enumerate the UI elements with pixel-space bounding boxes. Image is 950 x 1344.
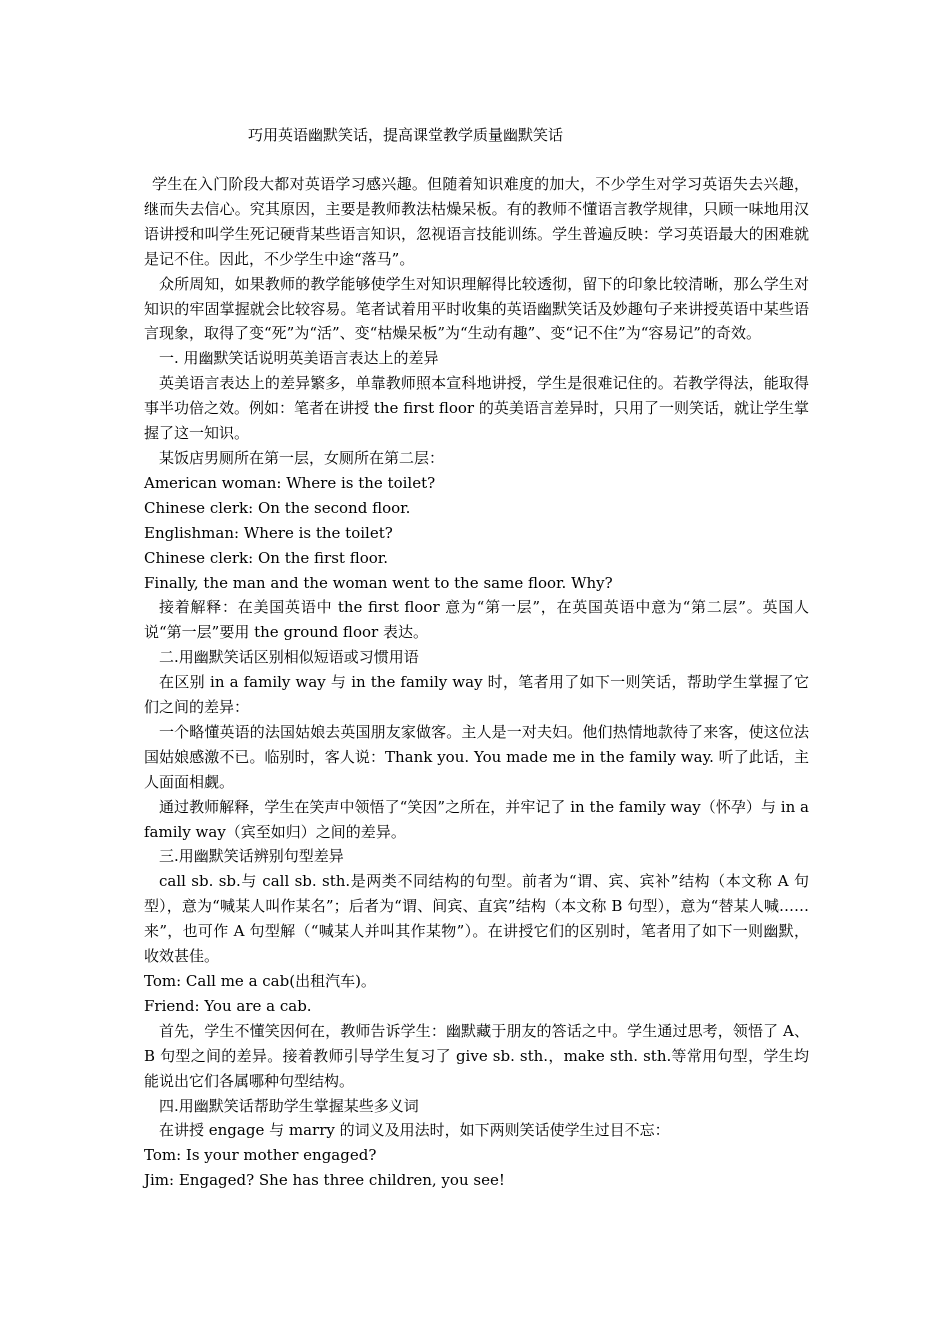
paragraph: 在区别 in a family way 与 in the family way 时，笔者用了如下一则笑话，帮助学生掌握了它们之间的差异：: [144, 673, 809, 717]
dialogue-line: Chinese clerk: On the first floor.: [144, 548, 389, 567]
dialogue-line: Chinese clerk: On the second floor.: [144, 498, 411, 517]
paragraph: 首先，学生不懂笑因何在，教师告诉学生：幽默藏于朋友的答话之中。学生通过思考，领悟了 A、B 句型之间的差异。接着教师引导学生复习了 give sb. sth.，make sth. sth.等常用句型，学生均能说出它们各属哪种句型结构。: [144, 1021, 809, 1090]
dialogue-line: Jim: Engaged? She has three children, you see!: [144, 1171, 505, 1190]
dialogue-line: Tom: Call me a cab(出租汽车)。: [144, 972, 376, 990]
dialogue-line: American woman: Where is the toilet?: [144, 473, 436, 492]
dialogue-line: Friend: You are a cab.: [144, 996, 312, 1015]
paragraph: 一个略懂英语的法国姑娘去英国朋友家做客。主人是一对夫妇。他们热情地款待了来客，使这位法国姑娘感激不已。临别时，客人说：Thank you. You made me in the family way. 听了此话，主人面面相觑。: [144, 722, 809, 791]
paragraph: 英美语言表达上的差异繁多，单靠教师照本宣科地讲授，学生是很难记住的。若教学得法，能取得事半功倍之效。例如：笔者在讲授 the first floor 的英美语言差异时，只用了一则笑话，就让学生掌握了这一知识。: [144, 374, 809, 443]
dialogue-line: Finally, the man and the woman went to the same floor. Why?: [144, 573, 613, 592]
section-heading-2: 二.用幽默笑话区别相似短语或习惯用语: [159, 648, 419, 667]
paragraph-background: 众所周知，如果教师的教学能够使学生对知识理解得比较透彻，留下的印象比较清晰，那么学生对知识的牢固掌握就会比较容易。笔者试着用平时收集的英语幽默笑话及妙趣句子来讲授英语中某些语言现象，取得了变“死”为“活”、变“枯燥呆板”为“生动有趣”、变“记不住”为“容易记”的奇效。: [144, 274, 809, 343]
paragraph: call sb. sb.与 call sb. sth.是两类不同结构的句型。前者为“谓、宾、宾补”结构（本文称 A 句型），意为“喊某人叫作某名”；后者为“谓、间宾、直宾”结构（本文称 B 句型），意为“替某人喊……来”，也可作 A 句型解（“喊某人并叫其作某物”）。在讲授它们的区别时，笔者用了如下一则幽默，收效甚佳。: [144, 872, 809, 966]
section-heading-4: 四.用幽默笑话帮助学生掌握某些多义词: [159, 1096, 419, 1115]
paragraph: 在讲授 engage 与 marry 的词义及用法时，如下两则笑话使学生过目不忘：: [159, 1121, 670, 1140]
document-page: [144, 124, 809, 1193]
dialogue-line: Englishman: Where is the toilet?: [144, 523, 393, 542]
section-heading-3: 三.用幽默笑话辨别句型差异: [159, 847, 344, 866]
paragraph: 接着解释：在美国英语中 the first floor 意为“第一层”，在英国英语中意为“第二层”。英国人说“第一层”要用 the ground floor 表达。: [144, 598, 809, 642]
paragraph-intro: 学生在入门阶段大都对英语学习感兴趣。但随着知识难度的加大，不少学生对学习英语失去兴趣，继而失去信心。究其原因，主要是教师教法枯燥呆板。有的教师不懂语言教学规律，只顾一味地用汉语讲授和叫学生死记硬背某些语言知识，忽视语言技能训练。学生普遍反映：学习英语最大的困难就是记不住。因此，不少学生中途“落马”。: [144, 175, 809, 268]
section-heading-1: 一. 用幽默笑话说明英美语言表达上的差异: [159, 349, 439, 368]
dialogue-line: Tom: Is your mother engaged?: [144, 1146, 377, 1165]
document-title: 巧用英语幽默笑话，提高课堂教学质量幽默笑话: [248, 126, 564, 144]
paragraph: 某饭店男厕所在第一层，女厕所在第二层：: [159, 448, 445, 467]
paragraph: 通过教师解释，学生在笑声中领悟了“笑因”之所在，并牢记了 in the family way（怀孕）与 in a family way（宾至如归）之间的差异。: [144, 797, 809, 841]
